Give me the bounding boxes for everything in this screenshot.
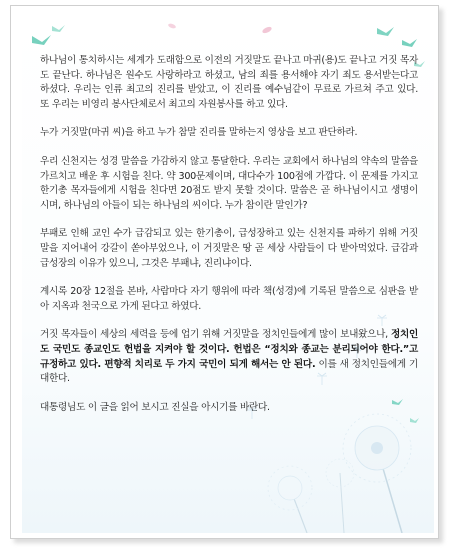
bird-icon <box>377 27 394 36</box>
paragraph-text: 이를 새 정치인들에게 기대한다. <box>40 358 418 385</box>
dandelion-icon <box>268 466 312 533</box>
paragraph <box>40 285 418 314</box>
petal-icon <box>168 23 177 29</box>
paragraph <box>40 328 418 386</box>
paragraph-text: 부패로 인해 교인 수가 급감되고 있는 한기총이, 급성장하고 있는 신천지를 파하기 위해 거짓말을 지어내어 강갈이 쏟아부었으나, 이 거짓말은 땅 곧 세상 사람들이 다 받아먹었다. 급감과 급성장의 이유가 있으니, 그것은 부패냐, 진리냐이다. <box>40 228 418 269</box>
paragraph-text: 계시록 20장 12절을 본바, 사람마다 자기 행위에 따라 책(성경)에 기록된 말씀으로 심판을 받아 지옥과 천국으로 가게 된다고 하였다. <box>40 286 418 312</box>
bird-icon <box>52 25 65 32</box>
bird-icon <box>32 35 51 45</box>
paragraph-text: 거짓 목자들이 세상의 세력을 등에 업기 위해 거짓말을 정치인들에게 많이 보내왔으나, <box>40 329 391 341</box>
paragraph-text: 우리 신천지는 성경 말씀을 가감하지 않고 통달한다. 우리는 교회에서 하나님의 약속의 말씀을 가르치고 배운 후 시험을 친다. 약 300문제이며, 대다수가 100점에 가깝다. 이 문제를 가지고 한기총 목자들에게 시험을 친다면 20점도 받지 못할 것이다. 말씀은 곧 하나님이시고 생명이시며, 하나님의 아들이 되는 하나님의 씨이다. 누가 참이란 말인가? <box>40 155 418 211</box>
petal-icon <box>261 26 272 35</box>
paragraph <box>40 401 418 416</box>
document-paper <box>22 18 434 533</box>
dandelion-icon <box>326 459 354 533</box>
dandelion-icon <box>343 414 411 533</box>
bird-icon <box>402 39 417 47</box>
emphasized-text: 정치인도 국민도 종교인도 헌법을 지켜야 할 것이다. 헌법은 “정치와 종교는 분리되어야 한다.”고 규정하고 있다. 편향적 치리로 두 가지 국민이 되게 해서는 안 된다. <box>40 329 418 370</box>
paragraph <box>40 126 418 141</box>
document-body <box>40 54 418 429</box>
paragraph-text: 누가 거짓말(마귀 씨)을 하고 누가 참말 진리를 말하는지 영상을 보고 판단하라. <box>40 127 358 139</box>
paragraph-text: 대통령님도 이 글을 읽어 보시고 진실을 아시기를 바란다. <box>40 401 270 413</box>
paragraph <box>40 155 418 213</box>
paragraph <box>40 54 418 112</box>
paragraph-text: 하나님이 통치하시는 세계가 도래함으로 이전의 거짓말도 끝나고 마귀(용)도 끝나고 거짓 목자도 끝난다. 하나님은 원수도 사랑하라고 하셨고, 남의 죄를 용서해야 자기 죄도 용서받는다고 하셨다. 우리는 인류 최고의 진리를 받았고, 이 진리를 예수님같이 무료로 가르쳐 주고 있다. 또 우리는 비영리 봉사단체로서 최고의 자원봉사를 하고 있다. <box>40 55 418 110</box>
paragraph <box>40 227 418 271</box>
